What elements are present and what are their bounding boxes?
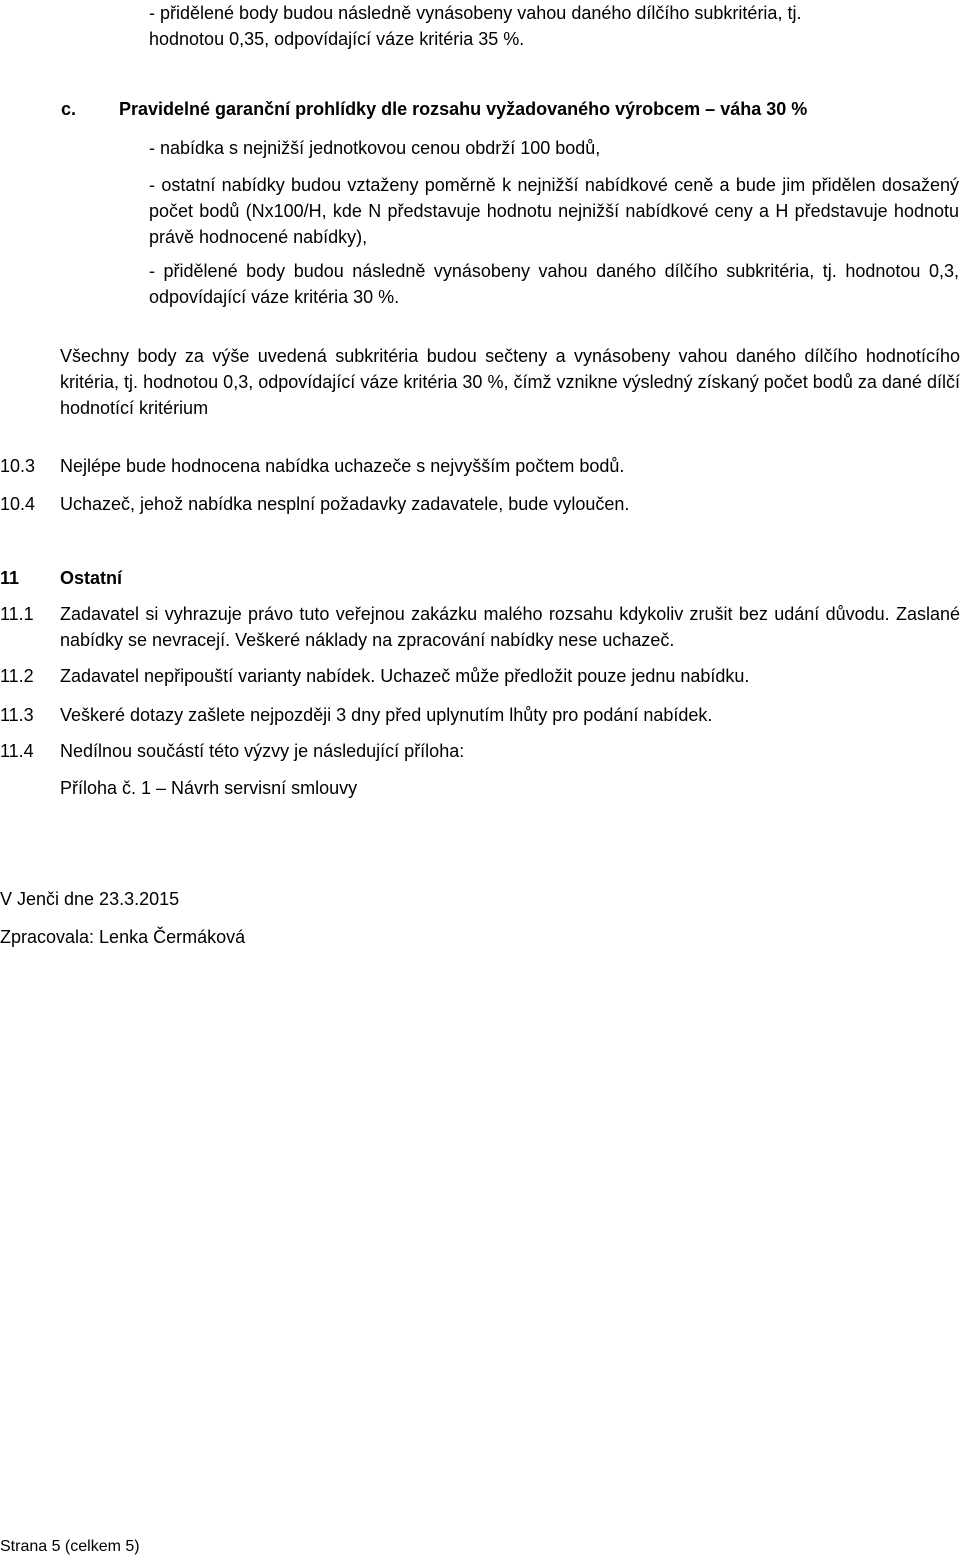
section-number: 10.4 [0,494,36,514]
criterion-c-item-1: - nabídka s nejnižší jednotkovou cenou obdrží 100 bodů, [149,138,601,158]
place-date: V Jenči dne 23.3.2015 [0,889,180,909]
criterion-c-heading: Pravidelné garanční prohlídky dle rozsahu vyžadovaného výrobcem – váha 30 % [119,99,808,119]
item-number: 11.2 [0,666,34,686]
criterion-c-marker: c. [61,99,77,119]
criterion-c-item-2: - ostatní nabídky budou vztaženy poměrně k nejnižší nabídkové ceně a bude jim přidělen dosažený počet bodů (Nx100/H, kde N představuje hodnotu nejnižší nabídkové ceny a H představuje hodnotu právě hodnocené nabídky), [149,175,959,247]
item-number: 11.4 [0,741,34,761]
section-10-4 [0,491,960,517]
section-number: 10.3 [0,456,36,476]
item-text: Nedílnou součástí této výzvy je následující příloha: [60,741,465,761]
attachment-line: Příloha č. 1 – Návrh servisní smlouvy [60,778,358,798]
item-number: 11.3 [0,705,34,725]
top-block-line-2: hodnotou 0,35, odpovídající váze kritéria 35 %. [149,29,525,49]
item-text: Veškeré dotazy zašlete nejpozději 3 dny před uplynutím lhůty pro podání nabídek. [60,705,713,725]
item-text: Zadavatel si vyhrazuje právo tuto veřejnou zakázku malého rozsahu kdykoliv zrušit bez udání důvodu. Zaslané nabídky se nevracejí. Veškeré náklady na zpracování nabídky nese uchazeč. [60,604,960,650]
item-text: Zadavatel nepřipouští varianty nabídek. Uchazeč může předložit pouze jednu nabídku. [60,666,750,686]
summary-paragraph: Všechny body za výše uvedená subkritéria budou sečteny a vynásobeny vahou daného dílčího hodnotícího kritéria, tj. hodnotou 0,3, odpovídající váze kritéria 30 %, čímž vznikne výsledný získaný počet bodů za dané dílčí hodnotící kritérium [60,346,960,418]
prepared-by: Zpracovala: Lenka Čermáková [0,927,246,947]
chapter-number: 11 [0,568,20,588]
chapter-item-11-4 [0,738,960,764]
criterion-c-item-3: - přidělené body budou následně vynásobeny vahou daného dílčího subkritéria, tj. hodnotou 0,3, odpovídající váze kritéria 30 %. [149,261,959,307]
section-10-3 [0,453,960,479]
chapter-item-11-1 [0,601,960,653]
top-block-line-1: - přidělené body budou následně vynásobeny vahou daného dílčího subkritéria, tj. [149,3,802,23]
top-block [149,0,955,52]
item-number: 11.1 [0,604,34,624]
section-text: Uchazeč, jehož nabídka nesplní požadavky zadavatele, bude vyloučen. [60,494,630,514]
chapter-item-11-3 [0,702,960,728]
chapter-heading [0,565,960,591]
page-footer: Strana 5 (celkem 5) [0,1538,140,1555]
chapter-item-11-2 [0,663,960,689]
section-text: Nejlépe bude hodnocena nabídka uchazeče s nejvyšším počtem bodů. [60,456,625,476]
chapter-title: Ostatní [60,568,123,588]
